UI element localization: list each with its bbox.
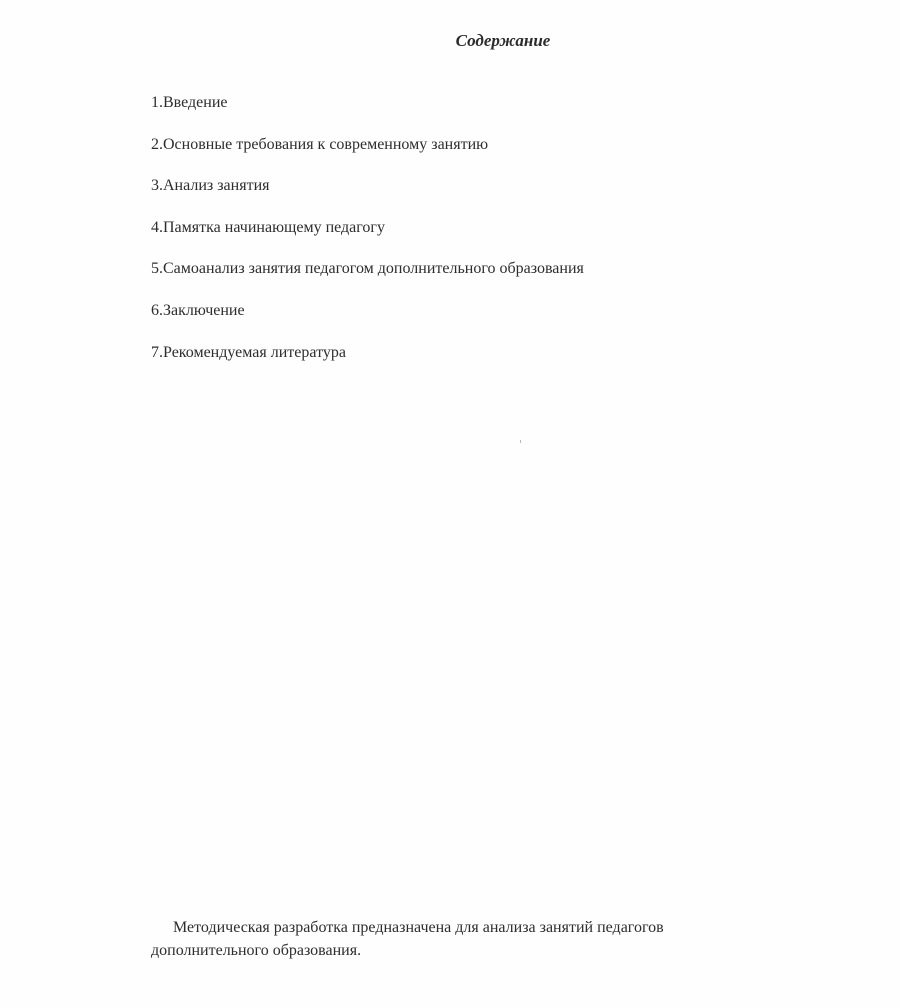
purpose-note: [151, 916, 751, 962]
toc-item-lesson-analysis: 3.Анализ занятия: [151, 177, 270, 195]
purpose-note-line-2: дополнительного образования.: [151, 942, 362, 959]
toc-item-memo: 4.Памятка начинающему педагогу: [151, 218, 385, 236]
toc-item-introduction: 1.Введение: [151, 94, 228, 111]
purpose-note-line-1: Методическая разработка предназначена для анализа занятий педагогов: [173, 919, 664, 936]
table-of-contents: [151, 92, 584, 383]
toc-item-literature: 7.Рекомендуемая литература: [151, 343, 346, 361]
toc-item-self-analysis: 5.Самоанализ занятия педагогом дополнительного образования: [151, 260, 584, 278]
scan-speck: [520, 440, 521, 443]
toc-item-conclusion: 6.Заключение: [151, 301, 245, 319]
toc-item-requirements: 2.Основные требования к современному занятию: [151, 135, 489, 153]
page-title: Содержание: [455, 31, 551, 50]
